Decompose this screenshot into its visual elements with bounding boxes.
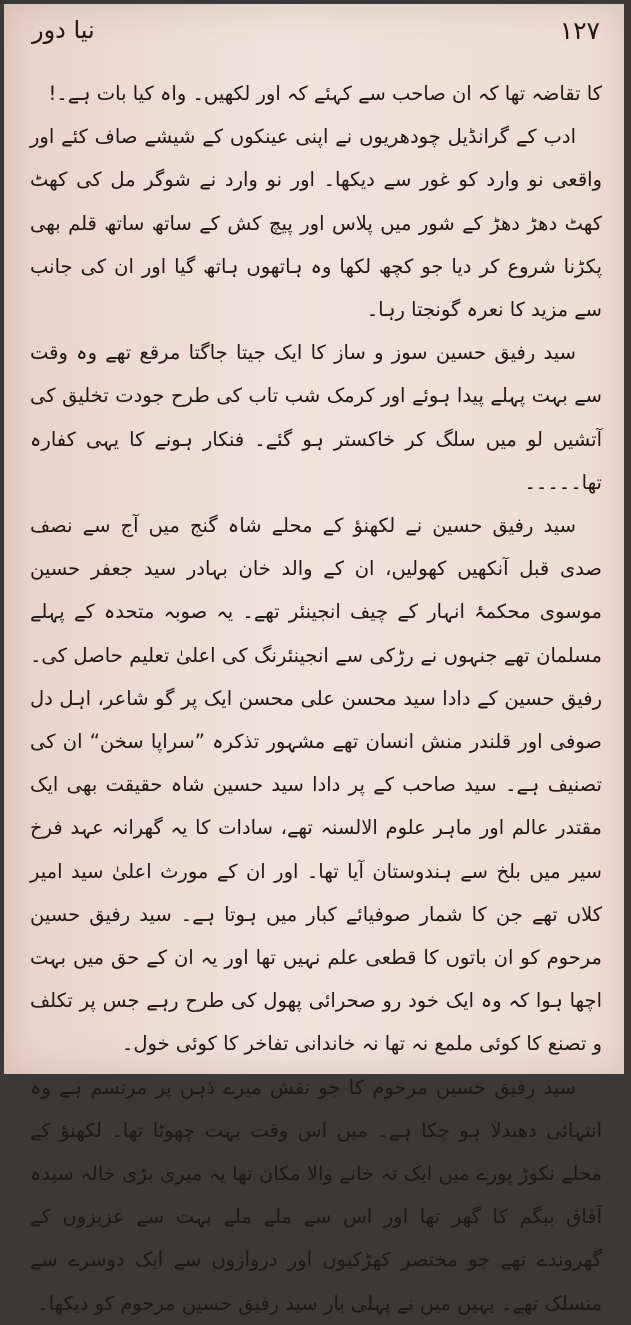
book-page — [4, 4, 624, 1315]
running-head: نیا دور — [32, 16, 95, 44]
paragraph-5: سید رفیق حسین مرحوم کا جو نقش میرے ذہن پر مرتسم ہے وہ انتہائی دھندلا ہو چکا ہے۔ میں اس وقت بہت چھوٹا تھا۔ لکھنؤ کے محلے نکوڑ پورے میں ایک تہ خانے والا مکان تھا یہ میری بڑی خالہ سیدہ آفاق بیگم کا گھر تھا اور اس سے ملے ملے بہت سے عزیزوں کے گھروندے تھے جو مختصر کھڑکیوں اور دروازوں سے ایک دوسرے سے منسلک تھے۔ یہیں میں نے پہلی بار سید رفیق حسین مرحوم کو دیکھا۔ — [30, 1075, 602, 1315]
paragraph-1: کا تقاضہ تھا کہ ان صاحب سے کہئے کہ اور لکھیں۔ واہ کیا بات ہے۔! — [48, 82, 602, 105]
body-text — [30, 72, 602, 1325]
page-number: ۱۲۷ — [559, 16, 600, 45]
paragraph-4: سید رفیق حسین نے لکھنؤ کے محلے شاہ گنج میں آج سے نصف صدی قبل آنکھیں کھولیں، ان کے والد خان بہادر سید جعفر حسین موسوی محکمۂ انہار کے چیف انجینئر تھے۔ یہ صوبہ متحدہ کے پہلے مسلمان تھے جنہوں نے رڑکی سے انجینئرنگ کی اعلیٰ تعلیم حاصل کی۔ رفیق حسین کے دادا سید محسن علی محسن ایک پر گو شاعر، اہل دل صوفی اور قلندر منش انسان تھے مشہور تذکرہ ”سراپا سخن“ ان کی تصنیف ہے۔ سید صاحب کے پر دادا سید حسین شاہ حقیقت بھی ایک مقتدر عالم اور ماہر علوم الالسنہ تھے، سادات کا یہ گھرانہ عہد فرخ سیر میں بلخ سے ہندوستان آیا تھا۔ اور ان کے مورث اعلیٰ سید امیر کلاں تھے جن کا شمار صوفیائے کبار میں ہوتا ہے۔ سید رفیق حسین مرحوم کو ان باتوں کا قطعی علم نہیں تھا اور یہ ان کے حق میں بہت اچھا ہوا کہ وہ ایک خود رو صحرائی پھول کی طرح رہے جس پر تکلف و تصنع کا کوئی ملمع نہ تھا نہ خاندانی تفاخر کا کوئی خول۔ — [30, 514, 602, 1056]
paragraph-2: ادب کے گرانڈیل چودھریوں نے اپنی عینکوں کے شیشے صاف کئے اور واقعی نو وارد کو غور سے دیکھا۔ اور نو وارد نے شوگر مل کی کھٹ کھٹ دھڑ دھڑ کے شور میں پلاس اور پیچ کش کے ساتھ ساتھ قلم بھی پکڑنا شروع کر دیا جو کچھ لکھا وہ ہاتھوں ہاتھ گیا اور ان کی جانب سے مزید کا نعرہ گونجتا رہا۔ — [30, 125, 602, 322]
page-header — [4, 14, 624, 54]
paragraph-3: سید رفیق حسین سوز و ساز کا ایک جیتا جاگتا مرقع تھے وہ وقت سے بہت پہلے پیدا ہوئے اور کرمک شب تاب کی طرح جودت تخلیق کی آتشیں لو میں سلگ کر خاکستر ہو گئے۔ فنکار ہونے کا یہی کفارہ تھا۔۔۔۔۔ — [30, 341, 602, 494]
